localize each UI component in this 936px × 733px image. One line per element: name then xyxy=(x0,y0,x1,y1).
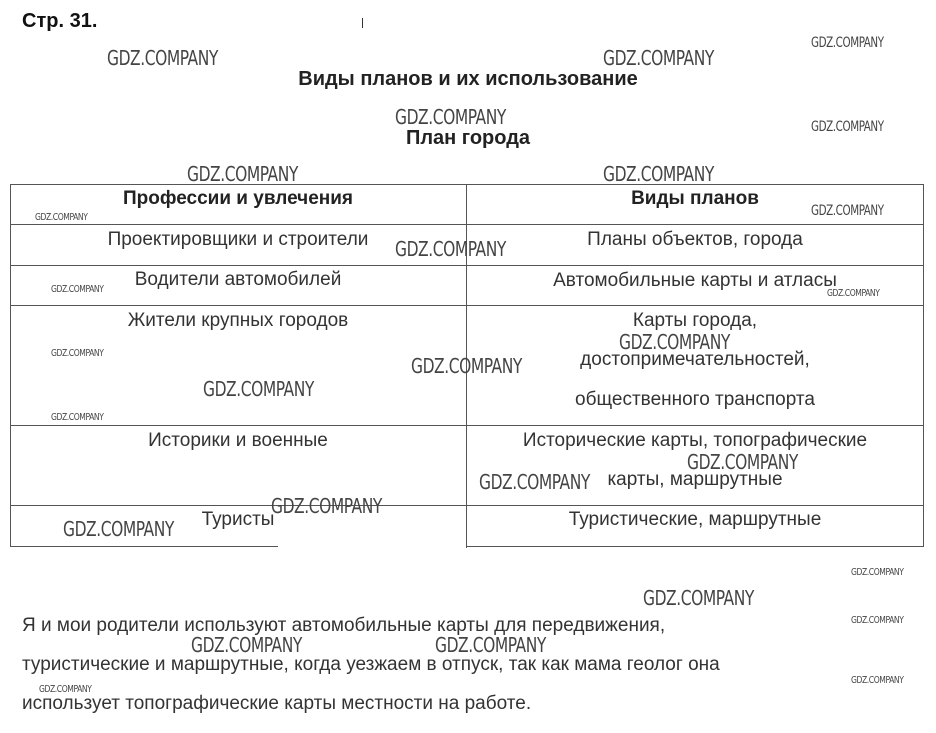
table-cell: Водители автомобилей xyxy=(134,269,342,290)
watermark: GDZ.COMPANY xyxy=(603,162,714,186)
watermark: GDZ.COMPANY xyxy=(395,237,506,261)
table-row-divider xyxy=(10,425,924,426)
answer-line: туристические и маршрутные, когда уезжаем в отпуск, так как мама геолог она xyxy=(22,654,720,675)
table-cell: достопримечательностей, xyxy=(580,349,810,370)
table-cell: Жители крупных городов xyxy=(127,310,349,331)
watermark: GDZ.COMPANY xyxy=(187,162,298,186)
table-border-right xyxy=(923,184,924,547)
watermark: GDZ.COMPANY xyxy=(435,633,546,657)
watermark: GDZ.COMPANY xyxy=(643,586,754,610)
watermark: GDZ.COMPANY xyxy=(687,450,798,474)
watermark: GDZ.COMPANY xyxy=(479,470,590,494)
watermark: GDZ.COMPANY xyxy=(51,348,104,359)
watermark: GDZ.COMPANY xyxy=(191,633,302,657)
table-cell: Карты города, xyxy=(632,310,758,331)
watermark: GDZ.COMPANY xyxy=(51,412,104,423)
watermark: GDZ.COMPANY xyxy=(411,354,522,378)
watermark: GDZ.COMPANY xyxy=(851,615,904,626)
watermark: GDZ.COMPANY xyxy=(51,284,104,295)
table-cell: Туристы xyxy=(201,509,275,530)
watermark: GDZ.COMPANY xyxy=(851,675,904,686)
table-cell: Планы объектов, города xyxy=(587,229,803,250)
table-border-bottom xyxy=(467,546,924,547)
watermark: GDZ.COMPANY xyxy=(271,494,382,518)
page-number: Стр. 31. xyxy=(22,10,98,32)
table-cell: Проектировщики и строители xyxy=(107,229,369,250)
answer-line: использует топографические карты местности на работе. xyxy=(22,693,532,714)
table-cell: карты, маршрутные xyxy=(607,469,783,490)
table-row-divider xyxy=(10,265,924,266)
watermark: GDZ.COMPANY xyxy=(35,212,88,223)
table-row-divider xyxy=(10,505,924,506)
page-title: Виды планов и их использование xyxy=(298,68,638,90)
watermark: GDZ.COMPANY xyxy=(39,684,92,695)
scan-mark xyxy=(362,18,363,28)
watermark: GDZ.COMPANY xyxy=(811,35,884,51)
watermark: GDZ.COMPANY xyxy=(827,288,880,299)
watermark: GDZ.COMPANY xyxy=(811,119,884,135)
watermark: GDZ.COMPANY xyxy=(603,46,714,70)
table-border-bottom xyxy=(10,546,278,547)
table-cell: Автомобильные карты и атласы xyxy=(553,270,837,291)
table-row-divider xyxy=(10,305,924,306)
table-cell: Историки и военные xyxy=(148,430,328,451)
watermark: GDZ.COMPANY xyxy=(395,105,506,129)
table-row-divider xyxy=(10,224,924,225)
watermark: GDZ.COMPANY xyxy=(107,46,218,70)
table-cell: Исторические карты, топографические xyxy=(522,430,868,451)
watermark: GDZ.COMPANY xyxy=(851,567,904,578)
watermark: GDZ.COMPANY xyxy=(811,203,884,219)
table-border-top xyxy=(10,184,924,185)
watermark: GDZ.COMPANY xyxy=(203,377,314,401)
table-cell: Туристические, маршрутные xyxy=(568,509,822,530)
table-header-professions: Профессии и увлечения xyxy=(122,188,354,209)
table-header-plan-types: Виды планов xyxy=(631,188,759,209)
answer-line: Я и мои родители используют автомобильные карты для передвижения, xyxy=(22,615,666,636)
table-cell: общественного транспорта xyxy=(575,389,815,410)
watermark: GDZ.COMPANY xyxy=(619,330,730,354)
page-subtitle: План города xyxy=(405,127,531,149)
watermark: GDZ.COMPANY xyxy=(63,517,174,541)
